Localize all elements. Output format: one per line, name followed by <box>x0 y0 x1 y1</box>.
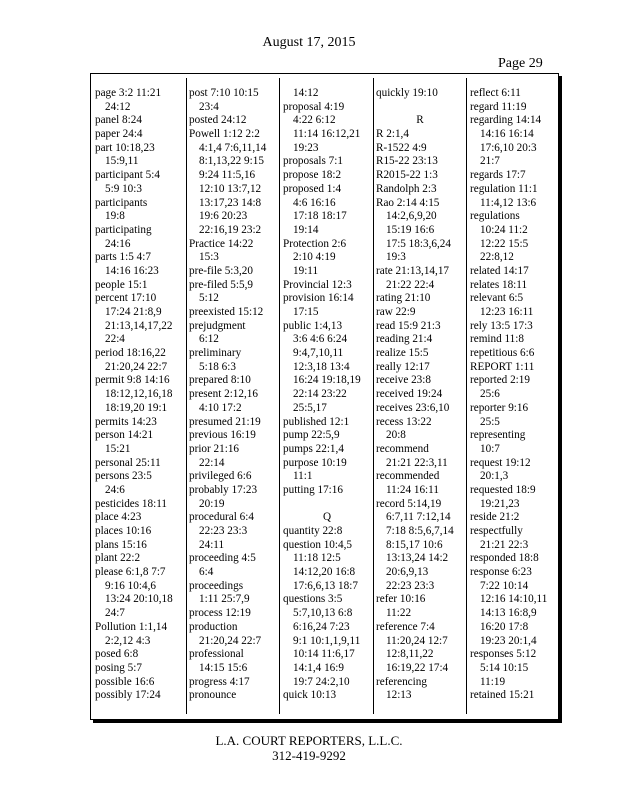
index-entry: 21:21 22:3,11 <box>386 456 448 469</box>
index-entry: possibly 17:24 <box>95 689 161 702</box>
index-entry: 9:4,7,10,11 <box>293 347 344 360</box>
index-entry <box>283 498 371 512</box>
index-entry: 21:22 22:4 <box>386 278 435 291</box>
index-entry: professional <box>189 648 244 661</box>
index-entry: 21:21 22:3 <box>480 538 529 551</box>
index-entry: 25:6 <box>480 388 500 401</box>
index-entry: 11:20,24 12:7 <box>386 634 448 647</box>
index-entry: pumps 22:1,4 <box>283 442 344 455</box>
index-entry: present 2:12,16 <box>189 388 258 401</box>
index-entry: 14:13 16:8,9 <box>480 607 537 620</box>
index-entry: privileged 6:6 <box>189 470 252 483</box>
index-entry: posing 5:7 <box>95 661 142 674</box>
index-entry: REPORT 1:11 <box>470 360 535 373</box>
index-entry: reflect 6:11 <box>470 87 521 99</box>
index-entry: 5:14 10:15 <box>480 661 529 674</box>
index-entry: R-1522 4:9 <box>376 141 427 154</box>
index-entry: possible 16:6 <box>95 675 155 688</box>
index-entry: responded 18:8 <box>470 552 539 565</box>
index-entry: posted 24:12 <box>189 114 247 127</box>
index-entry: proceeding 4:5 <box>189 552 256 565</box>
index-entry: 19:3 <box>386 251 406 264</box>
index-entry: pronounce <box>189 689 237 702</box>
index-entry: recess 13:22 <box>376 415 432 428</box>
index-entry: 24:16 <box>105 237 131 250</box>
index-entry: record 5:14,19 <box>376 497 442 510</box>
index-entry: 18:19,20 19:1 <box>105 401 168 414</box>
index-entry: 22:8,12 <box>480 251 514 264</box>
index-entry: receive 23:8 <box>376 374 431 387</box>
index-entry: propose 18:2 <box>283 169 342 182</box>
index-entry: 5:12 <box>199 292 219 305</box>
index-entry: 20:8 <box>386 429 406 442</box>
index-letter-heading: Q <box>322 511 332 524</box>
index-entry: 14:16 16:14 <box>480 128 534 141</box>
index-entry: 4:1,4 7:6,11,14 <box>199 141 267 154</box>
index-entry: 10:24 11:2 <box>480 223 528 236</box>
index-entry: retained 15:21 <box>470 689 535 702</box>
index-entry: responses 5:12 <box>470 648 537 661</box>
index-entry: Provincial 12:3 <box>283 278 352 291</box>
index-entry: relates 18:11 <box>470 278 528 291</box>
index-entry: previous 16:19 <box>189 429 256 442</box>
index-entry: receives 23:6,10 <box>376 401 450 414</box>
index-entry: 16:20 17:8 <box>480 620 529 633</box>
index-entry: 12:23 16:11 <box>480 306 534 318</box>
index-entry: permit 9:8 14:16 <box>95 374 170 387</box>
index-entry: 15:3 <box>199 251 219 264</box>
index-entry: 22:23 23:3 <box>199 525 248 537</box>
index-entry: 3:6 4:6 6:24 <box>293 333 348 346</box>
index-entry: procedural 6:4 <box>189 511 254 524</box>
index-entry: 19:14 <box>293 223 319 236</box>
index-entry: 7:18 8:5,6,7,14 <box>386 525 454 537</box>
index-entry: 20:1,3 <box>480 470 509 483</box>
index-entry: proceedings <box>189 579 244 592</box>
index-entry: regard 11:19 <box>470 100 527 113</box>
index-entry: 19:23 20:1,4 <box>480 634 537 647</box>
index-entry: 10:14 11:6,17 <box>293 648 355 661</box>
index-entry: 1:11 25:7,9 <box>199 593 250 606</box>
index-entry: 20:19 <box>199 497 225 510</box>
index-entry: 4:22 6:12 <box>293 114 336 127</box>
index-entry: 2:2,12 4:3 <box>105 634 151 647</box>
index-entry: rely 13:5 17:3 <box>470 319 533 332</box>
index-entry: 12:13 <box>386 689 412 702</box>
index-entry: 13:24 20:10,18 <box>105 593 173 606</box>
index-entry: 5:18 6:3 <box>199 360 236 373</box>
index-entry: reside 21:2 <box>470 511 520 524</box>
index-entry: rating 21:10 <box>376 292 431 305</box>
index-entry: 17:6,10 20:3 <box>480 141 537 154</box>
index-entry: paper 24:4 <box>95 128 143 141</box>
index-entry: refer 10:16 <box>376 593 426 606</box>
index-entry: plans 15:16 <box>95 538 147 551</box>
index-entry: 14:15 15:6 <box>199 661 248 674</box>
index-entry: 6:7,11 7:12,14 <box>386 511 451 524</box>
index-entry: 17:6,6,13 18:7 <box>293 579 358 592</box>
index-entry: 11:1 <box>293 470 313 483</box>
index-entry: pump 22:5,9 <box>283 429 340 442</box>
index-entry: R2015-22 1:3 <box>376 169 438 182</box>
index-entry: part 10:18,23 <box>95 141 155 154</box>
index-frame <box>90 73 559 720</box>
index-entry: 17:5 18:3,6,24 <box>386 237 451 250</box>
index-entry: regulation 11:1 <box>470 182 538 195</box>
index-entry: related 14:17 <box>470 264 529 277</box>
index-entry: 19:6 20:23 <box>199 210 248 223</box>
index-column-3 <box>283 87 371 703</box>
index-entry: 11:18 12:5 <box>293 552 341 565</box>
index-entry: panel 8:24 <box>95 114 142 127</box>
index-column-1 <box>95 87 183 703</box>
index-entry: 10:7 <box>480 442 500 455</box>
index-entry: post 7:10 10:15 <box>189 87 259 99</box>
index-entry: quick 10:13 <box>283 689 337 702</box>
index-entry: page 3:2 11:21 <box>95 87 162 99</box>
index-entry: 6:4 <box>199 566 214 579</box>
index-entry: 4:6 16:16 <box>293 196 336 209</box>
index-entry: R15-22 23:13 <box>376 155 438 168</box>
index-entry: 18:12,12,16,18 <box>105 388 173 401</box>
index-entry: 14:12 <box>293 87 319 99</box>
index-entry: 22:23 23:3 <box>386 579 435 592</box>
index-entry: participant 5:4 <box>95 169 160 182</box>
index-entry: 6:12 <box>199 333 219 346</box>
index-entry: prejudgment <box>189 319 246 332</box>
footer-phone: 312-419-9292 <box>272 748 346 763</box>
index-entry: 19:23 <box>293 141 319 154</box>
index-column-4 <box>376 87 464 703</box>
index-entry: 24:11 <box>199 538 225 551</box>
index-entry: presumed 21:19 <box>189 415 261 428</box>
index-entry: 9:16 10:4,6 <box>105 579 156 592</box>
index-entry: 16:24 19:18,19 <box>293 374 361 387</box>
index-entry: Practice 14:22 <box>189 237 254 250</box>
index-entry: period 18:16,22 <box>95 347 166 360</box>
index-entry: 13:17,23 14:8 <box>199 196 262 209</box>
index-letter-heading: R <box>416 114 424 127</box>
page-number: Page 29 <box>498 56 543 71</box>
index-entry: 2:10 4:19 <box>293 251 336 264</box>
index-entry: representing <box>470 429 526 442</box>
index-entry: recommend <box>376 442 429 455</box>
index-entry: remind 11:8 <box>470 333 524 346</box>
column-divider <box>186 78 187 714</box>
index-entry: relevant 6:5 <box>470 292 524 305</box>
index-entry: quickly 19:10 <box>376 87 438 99</box>
index-entry: quantity 22:8 <box>283 525 343 537</box>
index-entry: really 12:17 <box>376 360 430 373</box>
index-entry: 6:16,24 7:23 <box>293 620 350 633</box>
index-entry: 25:5 <box>480 415 500 428</box>
index-entry: 23:4 <box>199 100 219 113</box>
index-entry: proposed 1:4 <box>283 182 342 195</box>
index-entry: 16:19,22 17:4 <box>386 661 449 674</box>
index-entry: 7:22 10:14 <box>480 579 529 592</box>
index-entry: Randolph 2:3 <box>376 182 437 195</box>
index-entry: probably 17:23 <box>189 483 258 496</box>
index-entry: 12:22 15:5 <box>480 237 529 250</box>
index-entry: Rao 2:14 4:15 <box>376 196 440 209</box>
index-entry: persons 23:5 <box>95 470 152 483</box>
index-entry: read 15:9 21:3 <box>376 319 441 332</box>
index-entry: 11:19 <box>480 675 506 688</box>
index-entry: 11:4,12 13:6 <box>480 196 537 209</box>
index-column-2 <box>189 87 277 703</box>
index-entry: received 19:24 <box>376 388 443 401</box>
index-entry: 22:16,19 23:2 <box>199 223 262 236</box>
index-entry: 12:8,11,22 <box>386 648 434 661</box>
index-entry: 17:18 18:17 <box>293 210 347 223</box>
index-entry: plant 22:2 <box>95 552 141 565</box>
index-entry: 11:14 16:12,21 <box>293 128 361 141</box>
index-entry: 14:2,6,9,20 <box>386 210 437 223</box>
index-entry: reporter 9:16 <box>470 401 529 414</box>
index-entry: 14:16 16:23 <box>105 264 159 277</box>
index-entry: places 10:16 <box>95 525 152 537</box>
index-entry: 12:16 14:10,11 <box>480 593 548 606</box>
index-entry: process 12:19 <box>189 607 251 620</box>
index-entry: request 19:12 <box>470 456 531 469</box>
index-entry: 14:12,20 16:8 <box>293 566 356 579</box>
index-entry: proposal 4:19 <box>283 100 345 113</box>
index-entry: 21:13,14,17,22 <box>105 319 173 332</box>
index-entry: referencing <box>376 675 427 688</box>
index-entry: 24:12 <box>105 100 131 113</box>
index-entry: pre-filed 5:5,9 <box>189 278 253 291</box>
index-entry: 13:13,24 14:2 <box>386 552 449 565</box>
index-entry: 15:9,11 <box>105 155 139 168</box>
index-entry: 24:6 <box>105 483 125 496</box>
index-entry: person 14:21 <box>95 429 154 442</box>
index-entry: 11:24 16:11 <box>386 483 439 496</box>
index-entry: participating <box>95 223 152 236</box>
index-entry: putting 17:16 <box>283 483 343 496</box>
index-entry: 24:7 <box>105 607 125 620</box>
index-entry: 12:10 13:7,12 <box>199 182 262 195</box>
index-entry <box>376 101 464 115</box>
index-entry: 19:21,23 <box>480 497 520 510</box>
index-entry: people 15:1 <box>95 278 148 291</box>
index-entry: reading 21:4 <box>376 333 433 346</box>
index-entry: 11:22 <box>386 607 412 620</box>
index-entry: response 6:23 <box>470 566 532 579</box>
index-entry: 4:10 17:2 <box>199 401 242 414</box>
column-divider <box>279 78 280 714</box>
index-entry: participants <box>95 196 148 209</box>
index-entry: 17:24 21:8,9 <box>105 306 162 318</box>
column-divider <box>466 78 467 714</box>
index-entry: please 6:1,8 7:7 <box>95 566 166 579</box>
index-entry: rate 21:13,14,17 <box>376 264 450 277</box>
index-entry: preexisted 15:12 <box>189 306 264 318</box>
index-entry: 22:4 <box>105 333 125 346</box>
index-entry: purpose 10:19 <box>283 456 347 469</box>
footer-company: L.A. COURT REPORTERS, L.L.C. <box>215 733 403 748</box>
index-entry: 5:9 10:3 <box>105 182 142 195</box>
index-entry: 21:20,24 22:7 <box>105 360 168 373</box>
column-divider <box>373 78 374 714</box>
index-entry: production <box>189 620 238 633</box>
index-entry: pesticides 18:11 <box>95 497 167 510</box>
index-entry: recommended <box>376 470 440 483</box>
index-entry: published 12:1 <box>283 415 350 428</box>
index-entry: raw 22:9 <box>376 306 416 318</box>
index-entry: progress 4:17 <box>189 675 250 688</box>
index-entry: 25:5,17 <box>293 401 327 414</box>
index-entry: 8:15,17 10:6 <box>386 538 443 551</box>
index-entry: 19:8 <box>105 210 125 223</box>
index-entry: requested 18:9 <box>470 483 536 496</box>
index-entry: realize 15:5 <box>376 347 429 360</box>
index-entry: 20:6,9,13 <box>386 566 429 579</box>
index-entry: 21:20,24 22:7 <box>199 634 262 647</box>
index-entry: prepared 8:10 <box>189 374 251 387</box>
index-entry: reported 2:19 <box>470 374 530 387</box>
index-entry: provision 16:14 <box>283 292 354 305</box>
index-entry: 5:7,10,13 6:8 <box>293 607 353 620</box>
index-entry: questions 3:5 <box>283 593 343 606</box>
index-column-5 <box>470 87 556 703</box>
index-entry: 15:21 <box>105 442 131 455</box>
index-entry: posed 6:8 <box>95 648 139 661</box>
index-entry: prior 21:16 <box>189 442 240 455</box>
index-entry: regarding 14:14 <box>470 114 542 127</box>
index-entry: public 1:4,13 <box>283 319 343 332</box>
index-entry: permits 14:23 <box>95 415 157 428</box>
index-entry: Powell 1:12 2:2 <box>189 128 260 141</box>
index-entry: repetitious 6:6 <box>470 347 535 360</box>
index-entry: regards 17:7 <box>470 169 526 182</box>
index-entry: pre-file 5:3,20 <box>189 264 253 277</box>
index-entry: respectfully <box>470 525 523 537</box>
index-entry: preliminary <box>189 347 242 360</box>
index-entry: 19:11 <box>293 264 319 277</box>
index-entry: proposals 7:1 <box>283 155 343 168</box>
index-entry: 17:15 <box>293 306 319 318</box>
index-entry: place 4:23 <box>95 511 142 524</box>
index-entry: 19:7 24:2,10 <box>293 675 350 688</box>
index-entry: question 10:4,5 <box>283 538 352 551</box>
index-entry: 22:14 23:22 <box>293 388 347 401</box>
index-entry: 12:3,18 13:4 <box>293 360 350 373</box>
index-entry: parts 1:5 4:7 <box>95 251 151 264</box>
index-entry: 21:7 <box>480 155 500 168</box>
index-entry: 14:1,4 16:9 <box>293 661 344 674</box>
index-entry: Pollution 1:1,14 <box>95 620 168 633</box>
index-entry: 22:14 <box>199 456 225 469</box>
index-entry: personal 25:11 <box>95 456 161 469</box>
index-entry: percent 17:10 <box>95 292 157 305</box>
index-entry: R 2:1,4 <box>376 128 409 141</box>
index-entry: regulations <box>470 210 520 223</box>
index-entry: 15:19 16:6 <box>386 223 435 236</box>
index-entry: 9:1 10:1,1,9,11 <box>293 634 361 647</box>
index-entry: reference 7:4 <box>376 620 435 633</box>
index-entry: Protection 2:6 <box>283 237 347 250</box>
header-date: August 17, 2015 <box>262 35 356 50</box>
index-entry: 9:24 11:5,16 <box>199 169 256 182</box>
index-entry: 8:1,13,22 9:15 <box>199 155 264 168</box>
